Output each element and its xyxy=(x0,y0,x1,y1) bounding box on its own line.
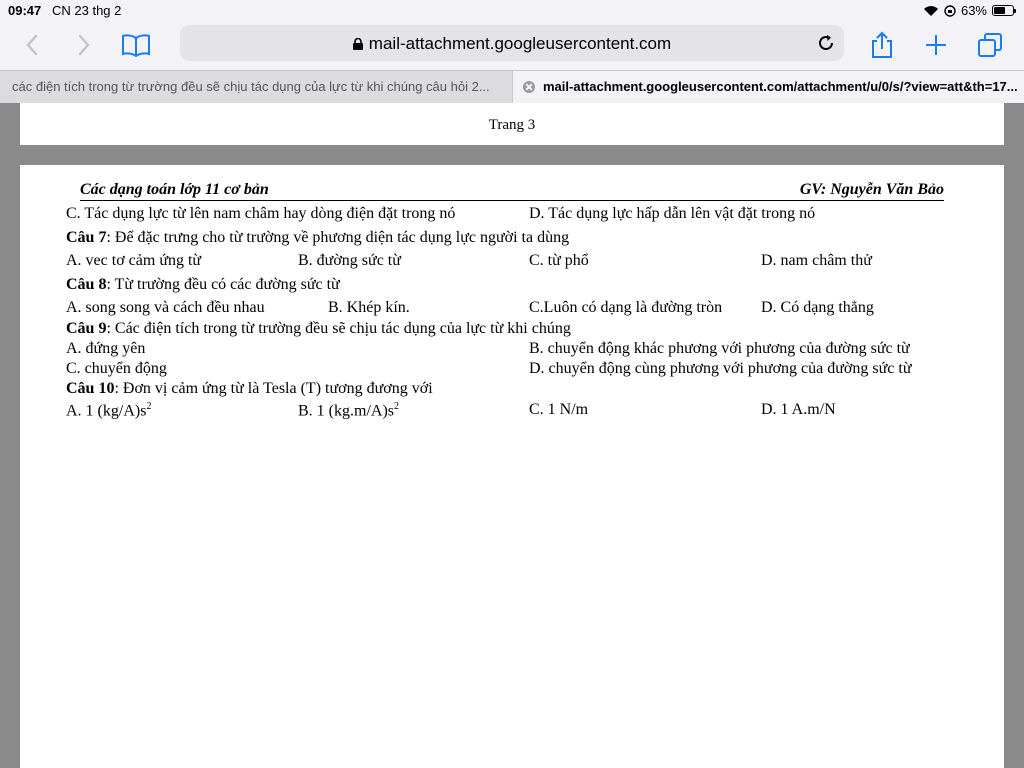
status-bar xyxy=(0,0,1024,22)
header-author: GV: Nguyễn Văn Bảo xyxy=(799,181,944,198)
q8-option-c: C.Luôn có dạng là đường tròn xyxy=(529,299,723,316)
question-9 xyxy=(66,320,571,338)
tabs-icon xyxy=(977,32,1003,58)
url-display xyxy=(180,34,844,54)
back-button[interactable] xyxy=(14,27,50,63)
battery-fill xyxy=(994,7,1005,14)
header-title: Các dạng toán lớp 11 cơ bản xyxy=(80,181,269,198)
document-viewer[interactable] xyxy=(0,103,1024,768)
question-10 xyxy=(66,380,433,398)
browser-toolbar xyxy=(0,22,1024,68)
question-label: Câu 10 xyxy=(66,380,115,397)
close-tab-icon[interactable] xyxy=(523,81,535,93)
question-text: : Các điện tích trong từ trường đều sẽ chịu tác dụng của lực từ khi chúng xyxy=(106,320,571,337)
question-text: : Từ trường đều có các đường sức từ xyxy=(106,276,340,293)
battery-icon xyxy=(992,5,1014,16)
q10-option-c: C. 1 N/m xyxy=(529,401,589,418)
plus-icon xyxy=(924,33,948,57)
page-header xyxy=(80,181,944,201)
book-icon xyxy=(121,33,151,57)
tab-bar xyxy=(0,70,1024,103)
document-page-previous xyxy=(20,103,1004,145)
document-page xyxy=(20,165,1004,768)
q6-option-d: D. Tác dụng lực hấp dẫn lên vật đặt trong nó xyxy=(529,205,816,222)
q6-option-c: C. Tác dụng lực từ lên nam châm hay dòng điện đặt trong nó xyxy=(66,205,456,222)
q10-option-b xyxy=(298,401,399,420)
lock-icon xyxy=(353,38,363,50)
question-label: Câu 9 xyxy=(66,320,107,337)
status-right xyxy=(923,3,1014,18)
orientation-lock-icon xyxy=(944,5,956,17)
q9-option-b: B. chuyển động khác phương với phương của đường sức từ xyxy=(529,340,910,357)
superscript: 2 xyxy=(394,401,399,412)
q8-option-d: D. Có dạng thẳng xyxy=(761,299,874,316)
battery-percent: 63% xyxy=(960,3,987,18)
q9-option-c: C. chuyển động xyxy=(66,360,167,377)
address-bar[interactable] xyxy=(180,25,844,61)
share-button[interactable] xyxy=(864,27,900,63)
q8-option-a: A. song song và cách đều nhau xyxy=(66,299,265,316)
question-7 xyxy=(66,229,569,247)
question-label: Câu 8 xyxy=(66,276,107,293)
tab-title: mail-attachment.googleusercontent.com/attachment/u/0/s/?view=att&th=17... xyxy=(543,79,1018,94)
question-8 xyxy=(66,276,340,294)
share-icon xyxy=(871,31,893,59)
tab-title: các điện tích trong từ trường đều sẽ chịu tác dụng của lực từ khi chúng câu hỏi 2... xyxy=(12,79,490,94)
question-label: Câu 7 xyxy=(66,229,107,246)
q8-option-b: B. Khép kín. xyxy=(328,299,410,316)
q7-option-d: D. nam châm thử xyxy=(761,252,872,269)
question-text: : Đơn vị cảm ứng từ là Tesla (T) tương đương với xyxy=(114,380,433,397)
q10-option-d: D. 1 A.m/N xyxy=(761,401,836,418)
q9-option-d: D. chuyển động cùng phương với phương của đường sức từ xyxy=(529,360,912,377)
superscript: 2 xyxy=(146,401,152,412)
chevron-left-icon xyxy=(25,34,39,56)
option-text: B. 1 (kg.m/A)s xyxy=(298,402,394,420)
q9-option-a: A. đứng yên xyxy=(66,340,146,357)
q7-option-b: B. đường sức từ xyxy=(298,252,401,269)
forward-button[interactable] xyxy=(66,27,102,63)
option-text: A. 1 (kg/A)s xyxy=(66,402,147,420)
reload-icon[interactable] xyxy=(816,33,836,53)
bookmarks-button[interactable] xyxy=(118,27,154,63)
q7-option-a: A. vec tơ cảm ứng từ xyxy=(66,252,202,269)
url-text: mail-attachment.googleusercontent.com xyxy=(368,34,672,53)
status-date: CN 23 thg 2 xyxy=(52,3,122,18)
q10-option-a xyxy=(66,401,151,420)
q7-option-c: C. từ phổ xyxy=(529,252,589,269)
wifi-icon xyxy=(923,5,939,17)
tab-search-result[interactable] xyxy=(0,71,512,103)
tabs-overview-button[interactable] xyxy=(972,27,1008,63)
chevron-right-icon xyxy=(77,34,91,56)
tab-attachment[interactable] xyxy=(512,71,1024,103)
question-text: : Để đặc trưng cho từ trường về phương diện tác dụng lực người ta dùng xyxy=(106,229,570,246)
page-footer: Trang 3 xyxy=(488,117,536,133)
status-time: 09:47 xyxy=(8,3,42,18)
new-tab-button[interactable] xyxy=(918,27,954,63)
